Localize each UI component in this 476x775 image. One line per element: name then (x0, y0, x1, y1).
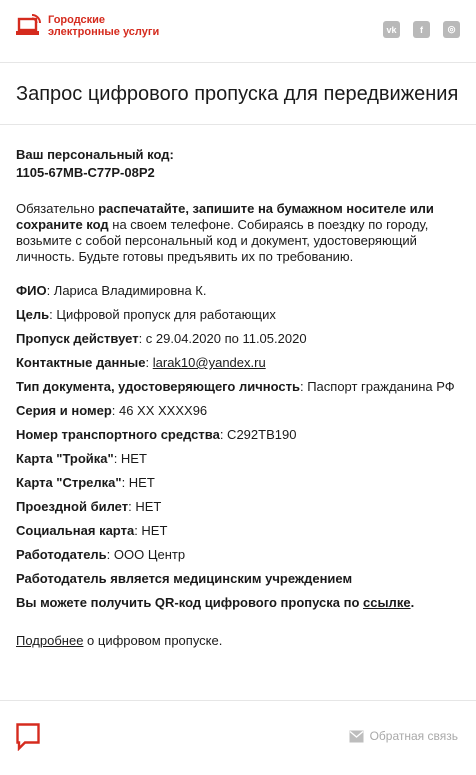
strelka-label: Карта "Стрелка" (16, 475, 122, 490)
notice-bold: распечатайте, запишите на бумажном носителе или сохраните код (16, 201, 434, 232)
title-bar (0, 63, 476, 125)
notice-part-1: Обязательно (16, 201, 99, 216)
vehicle-label: Номер транспортного средства (16, 427, 220, 442)
field-employer (16, 547, 462, 563)
field-ticket (16, 499, 462, 515)
field-contact (16, 355, 462, 371)
field-vehicle (16, 427, 462, 443)
fio-label: ФИО (16, 283, 47, 298)
code-label: Ваш персональный код: (16, 147, 174, 162)
field-strelka (16, 475, 462, 491)
laptop-logo-icon (16, 13, 42, 39)
ticket-value: : НЕТ (128, 499, 162, 514)
facebook-icon[interactable]: f (413, 21, 430, 38)
troika-value: : НЕТ (113, 451, 147, 466)
feedback-label: Обратная связь (369, 729, 458, 743)
qr-code-note (16, 595, 462, 611)
employer-value: : ООО Центр (106, 547, 186, 562)
social-card-label: Социальная карта (16, 523, 135, 538)
qr-end: . (410, 595, 415, 610)
footer (0, 700, 476, 775)
troika-label: Карта "Тройка" (16, 451, 114, 466)
field-validity (16, 331, 462, 347)
more-text: о цифровом пропуске. (83, 633, 223, 648)
social-links (383, 21, 460, 38)
logo-text (48, 14, 188, 38)
validity-value: : с 29.04.2020 по 11.05.2020 (138, 331, 307, 346)
field-purpose (16, 307, 462, 323)
logo[interactable] (16, 13, 188, 39)
more-link[interactable]: Подробнее (16, 633, 84, 648)
notice-text (16, 201, 462, 265)
doctype-label: Тип документа, удостоверяющего личность (16, 379, 300, 394)
purpose-value: : Цифровой пропуск для работающих (49, 307, 276, 322)
instagram-icon[interactable]: ◎ (443, 21, 460, 38)
medical-employer-note: Работодатель является медицинским учреждением (16, 571, 353, 586)
pass-details (16, 283, 462, 611)
feedback-button[interactable] (349, 729, 458, 743)
field-doctype (16, 379, 462, 395)
series-label: Серия и номер (16, 403, 112, 418)
email-link[interactable]: larak10@yandex.ru (152, 355, 266, 370)
field-troika (16, 451, 462, 467)
fio-value: : Лариса Владимировна К. (46, 283, 207, 298)
page-title: Запрос цифрового пропуска для передвижения (16, 83, 459, 105)
vk-icon[interactable]: vk (383, 21, 400, 38)
social-card-value: : НЕТ (134, 523, 168, 538)
field-fio (16, 283, 462, 299)
header (0, 0, 476, 63)
employer-label: Работодатель (16, 547, 107, 562)
doctype-value: : Паспорт гражданина РФ (299, 379, 455, 394)
purpose-label: Цель (16, 307, 50, 322)
vehicle-value: : С292ТВ190 (219, 427, 297, 442)
chat-icon[interactable] (16, 723, 40, 751)
field-series (16, 403, 462, 419)
logo-line-2: электронные услуги (48, 26, 160, 38)
personal-code: 1105-67MB-C77P-08P2 (16, 165, 155, 180)
contact-label: Контактные данные (16, 355, 146, 370)
ticket-label: Проездной билет (16, 499, 129, 514)
logo-line-1: Городские (48, 14, 106, 26)
notice-part-2: на своем телефоне. Собираясь в поездку по городу, возьмите с собой персональный код и документ, удостоверяющий личность. Будьте готовы предъявить их по требованию. (16, 217, 429, 264)
series-value: : 46 XX XXXX96 (111, 403, 208, 418)
mail-icon (349, 730, 364, 743)
strelka-value: : НЕТ (121, 475, 155, 490)
more-info (16, 633, 462, 649)
qr-link[interactable]: ссылке (363, 595, 411, 610)
field-social-card (16, 523, 462, 539)
main-content (16, 147, 462, 649)
contact-separator: : (145, 355, 153, 370)
validity-label: Пропуск действует (16, 331, 139, 346)
qr-text: Вы можете получить QR-код цифрового пропуска по (16, 595, 363, 610)
